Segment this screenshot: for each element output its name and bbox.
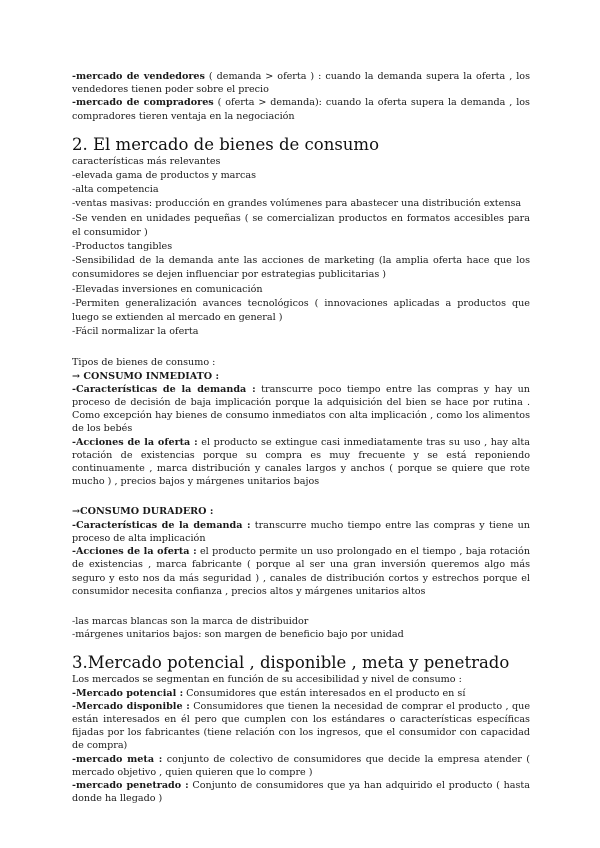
list-item: -Fácil normalizar la oferta — [72, 326, 199, 338]
section-3-intro: Los mercados se segmentan en función de su accesibilidad y nivel de consumo : — [72, 674, 462, 686]
mercado-compradores-paragraph — [72, 96, 530, 122]
mercado-vendedores-paragraph — [72, 70, 530, 96]
mercado-penetrado-text: Conjunto de consumidores que ya han adquirido el producto ( hasta donde ha llegado ) — [72, 779, 530, 805]
inmediato-demanda-label: -Características de la demanda : — [72, 383, 256, 395]
inmediato-demanda-paragraph — [72, 383, 530, 436]
inmediato-oferta-label: -Acciones de la oferta : — [72, 436, 198, 448]
duradero-demanda-paragraph — [72, 519, 530, 545]
mercado-potencial-paragraph — [72, 687, 530, 700]
mercado-penetrado-paragraph — [72, 779, 530, 805]
mercado-disponible-term: -Mercado disponible : — [72, 700, 190, 712]
inmediato-demanda-text: transcurre poco tiempo entre las compras y hay un proceso de decisión de baja implicación porque la adquisición del bien se hace por rutina . Como excepción hay bienes de consumo inmediatos con alta implicación , como los alimentos de los bebés — [72, 383, 530, 435]
mercado-vendedores-term: -mercado de vendedores — [72, 71, 205, 82]
section-2-subtitle: características más relevantes — [72, 155, 221, 167]
mercado-potencial-text: Consumidores que están interesados en el producto en sí — [183, 687, 466, 699]
consumo-duradero-heading: →CONSUMO DURADERO : — [72, 506, 214, 518]
section-3-title: 3.Mercado potencial , disponible , meta y penetrado — [72, 653, 510, 673]
duradero-oferta-paragraph — [72, 545, 530, 598]
note-margenes-unitarios: -márgenes unitarios bajos: son margen de beneficio bajo por unidad — [72, 629, 404, 641]
mercado-potencial-term: -Mercado potencial : — [72, 687, 184, 699]
mercado-compradores-term: -mercado de compradores — [72, 97, 214, 109]
consumo-inmediato-heading: → CONSUMO INMEDIATO : — [72, 370, 220, 382]
list-item: -Productos tangibles — [72, 241, 173, 253]
list-item: -Elevadas inversiones en comunicación — [72, 283, 263, 295]
duradero-demanda-label: -Características de la demanda : — [72, 519, 251, 531]
mercado-vendedores-text: ( demanda > oferta ) : cuando la demanda supera la oferta , los vendedores tienen poder sobre el precio — [72, 71, 530, 96]
list-item: -elevada gama de productos y marcas — [72, 170, 257, 182]
duradero-oferta-label: -Acciones de la oferta : — [72, 546, 197, 558]
list-item: -ventas masivas: producción en grandes volúmenes para abastecer una distribución extensa — [72, 198, 522, 210]
mercado-meta-paragraph — [72, 753, 530, 779]
list-item: -Sensibilidad de la demanda ante las acciones de marketing (la amplia oferta hace que los consumidores se dejen influenciar por estrategias publicitarias ) — [72, 255, 530, 281]
mercado-meta-term: -mercado meta : — [72, 753, 163, 765]
inmediato-oferta-paragraph — [72, 436, 530, 489]
duradero-demanda-text: transcurre mucho tiempo entre las compras y tiene un proceso de alta implicación — [72, 519, 530, 544]
section-2-title: 2. El mercado de bienes de consumo — [72, 134, 379, 154]
mercado-disponible-text: Consumidores que tienen la necesidad de comprar el producto , que están interesados en él pero que cumplen con los estándares o características específicas fijadas por los fabricantes (tiene relación con los ingresos, que el consumidor con capacidad de compra) — [72, 700, 530, 752]
mercado-disponible-paragraph — [72, 700, 530, 753]
duradero-oferta-text: el producto permite un uso prolongado en el tiempo , baja rotación de existencias , marca fabricante ( porque al ser una gran inversión queremos algo más seguro y esto nos da más seguridad ) , canales de distribución cortos y estrechos porque el consumidor necesita confianza , precios altos y márgenes unitarios altos — [72, 546, 531, 597]
mercado-compradores-text: ( oferta > demanda): cuando la oferta supera la demanda , los compradores tieren ventaja en la negociación — [72, 97, 530, 122]
note-marcas-blancas: -las marcas blancas son la marca de distribuidor — [72, 615, 309, 627]
mercado-meta-text: conjunto de colectivo de consumidores que decide la empresa atender ( mercado objetivo , quien quieren que lo compre ) — [72, 753, 530, 778]
list-item: -Se venden en unidades pequeñas ( se comercializan productos en formatos accesibles para el consumidor ) — [72, 212, 530, 238]
list-item: -Permiten generalización avances tecnológicos ( innovaciones aplicadas a productos que luego se extienden al mercado en general ) — [72, 297, 530, 324]
inmediato-oferta-text: el producto se extingue casi inmediatamente tras su uso , hay alta rotación de existencias porque su compra es muy frecuente y se está reponiendo continuamente , marca distribución y canales largos y anchos ( porque se quiere que rote mucho ) , precios bajos y márgenes unitarios bajos — [72, 436, 530, 488]
tipos-bienes-title: Tipos de bienes de consumo : — [72, 357, 216, 369]
list-item: -alta competencia — [72, 184, 159, 196]
mercado-penetrado-term: -mercado penetrado : — [72, 779, 189, 791]
